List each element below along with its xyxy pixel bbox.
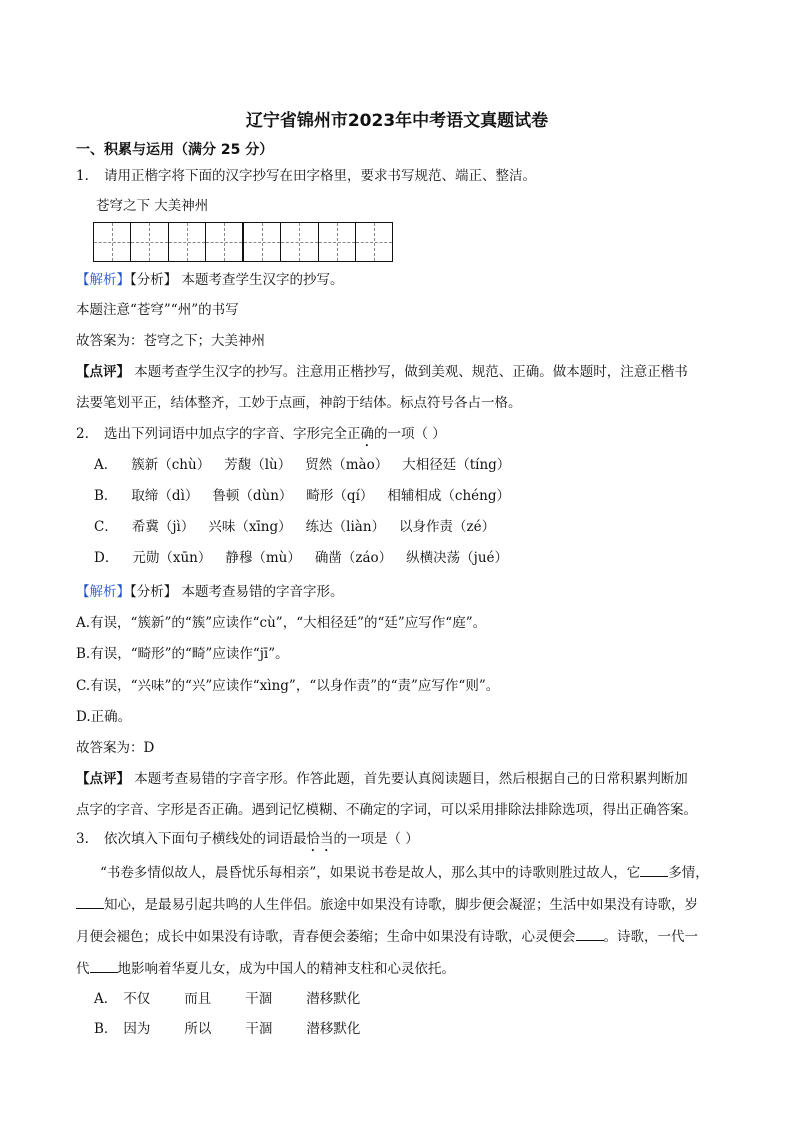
comment-text: 本题考查学生汉字的抄写。注意用正楷抄写，做到美观、规范、正确。做本题时，注意正楷书 [134,364,688,380]
passage-line-2 [76,894,754,915]
question-2 [76,424,754,450]
passage-line-1 [100,862,754,883]
option-word: 芳馥（lù） [224,457,292,473]
option-word: 潜移默化 [306,991,361,1007]
tianzige-grid [93,222,393,262]
question-3 [76,829,754,855]
option-word: 确凿（záo） [314,550,393,566]
analysis-b: B.有误，“畸形”的“畸”应读作“jī”。 [76,646,289,662]
option-label: A． [94,457,118,473]
passage-text: “书卷多情似故人，晨昏忧乐每相亲”，如果说书卷是故人，那么其中的诗歌则胜过故人，它 [100,865,641,881]
question-stem: 选出下列词语中加点字的字音、字形完全正 [104,426,361,442]
option-word: 静穆（mù） [225,550,301,566]
answer-line: 故答案为：苍穹之下；大美神州 [76,333,265,349]
question-number: 3. [76,831,89,847]
option-word: 希冀（jì） [131,519,195,535]
option-a [94,989,754,1009]
analysis-c: C.有误，“兴味”的“兴”应读作“xìng”，“以身作责”的“责”应写作“则”。 [76,678,500,694]
fill-blank[interactable] [76,894,104,909]
option-word: 取缔（dì） [131,488,199,504]
question-stem: 请用正楷字将下面的汉字抄写在田字格里，要求书写规范、端正、整洁。 [104,168,536,184]
question-number: 2. [76,426,89,442]
option-word: 元勋（xūn） [132,550,212,566]
passage-text: 多情， [668,865,709,881]
option-word: 相辅相成（chéng） [387,488,510,504]
page-title: 辽宁省锦州市2023年中考语文真题试卷 [245,111,549,131]
grid-cell [281,223,318,261]
grid-cell [244,223,281,261]
question-stem: 依次填入下面句子横线处的词语最 [104,831,307,847]
option-word: 以身作责（zé） [399,519,496,535]
option-b [94,486,754,506]
passage-line-3 [76,926,754,947]
passage-text: 地影响着华夏儿女，成为中国人的精神支柱和心灵依托。 [117,961,455,977]
analysis-line [76,270,754,290]
question-number: 1. [76,168,89,184]
passage-text: 知心，是最易引起共鸣的人生伴侣。旅途中如果没有诗歌，脚步便会凝涩；生活中如果没有诗歌，岁 [104,897,698,913]
option-word: 因为 [123,1021,151,1037]
fill-blank[interactable] [640,862,668,877]
option-word: 练达（liàn） [305,519,386,535]
option-word: 大相径廷（tíng） [402,457,511,473]
question-stem-end: 的一项是（ ） [333,831,419,847]
passage-text: 月便会褪色；成长中如果没有诗歌，青春便会萎缩；生命中如果没有诗歌，心灵便会 [76,929,576,945]
option-b [94,1019,754,1039]
emphasis-char: 恰当 [306,831,334,847]
passage-line-4 [76,958,754,979]
comment-continued: 法要笔划平正，结体整齐，工妙于点画，神韵于结体。标点符号各占一格。 [76,395,522,411]
option-word: 贸然（mào） [305,457,389,473]
grid-cell [94,223,131,261]
analysis-line [76,582,754,602]
option-word: 鲁顿（dùn） [212,488,293,504]
passage-text: 。诗歌，一代一 [603,929,698,945]
question-stem-end: 的一项（ ） [374,426,446,442]
option-word: 潜移默化 [306,1021,361,1037]
option-label: A． [94,991,118,1007]
section-heading: 一、积累与运用（满分 25 分） [76,142,274,158]
analysis-a: A.有误，“簇新”的“簇”应读作“cù”，“大相径廷”的“廷”应写作“庭”。 [76,615,487,631]
analysis-head: 【分析】 本题考查学生汉字的抄写。 [130,272,344,288]
comment-continued: 点字的字音、字形是否正确。遇到记忆模糊、不确定的字词，可以采用排除法排除选项，得出正确答案。 [76,802,697,818]
copy-text: 苍穹之下 大美神州 [96,198,209,214]
comment-text: 本题考查易错的字音字形。作答此题，首先要认真阅读题目，然后根据自己的日常积累判断加 [134,771,688,787]
option-d [94,548,754,568]
option-word: 不仅 [123,991,151,1007]
answer-line: 故答案为：D [76,740,155,756]
option-word: 兴味（xīng） [208,519,292,535]
option-word: 干涸 [245,1021,273,1037]
analysis-note: 本题注意“苍穹”“州”的书写 [76,302,239,318]
question-1 [76,166,754,186]
grid-cell [169,223,206,261]
analysis-tag: 【解析】 [76,584,130,600]
option-label: B． [94,488,118,504]
option-word: 纵横决荡（jué） [406,550,509,566]
passage-text: 代 [76,961,90,977]
grid-cell [356,223,392,261]
analysis-head: 【分析】 本题考查易错的字音字形。 [130,584,344,600]
option-word: 簇新（chù） [131,457,211,473]
comment-line [76,362,754,382]
fill-blank[interactable] [576,926,604,941]
option-a [94,455,754,475]
emphasis-char: 确 [360,426,374,442]
option-word: 而且 [184,991,212,1007]
analysis-d: D.正确。 [76,709,132,725]
comment-line [76,769,754,789]
option-word: 所以 [184,1021,212,1037]
fill-blank[interactable] [90,958,118,973]
comment-tag: 【点评】 [76,771,130,787]
option-label: D． [94,550,119,566]
comment-tag: 【点评】 [76,364,130,380]
grid-cell [206,223,244,261]
option-c [94,517,754,537]
grid-cell [319,223,356,261]
grid-cell [131,223,168,261]
option-word: 畸形（qí） [306,488,374,504]
option-word: 干涸 [245,991,273,1007]
option-label: B． [94,1021,118,1037]
option-label: C． [94,519,118,535]
analysis-tag: 【解析】 [76,272,130,288]
